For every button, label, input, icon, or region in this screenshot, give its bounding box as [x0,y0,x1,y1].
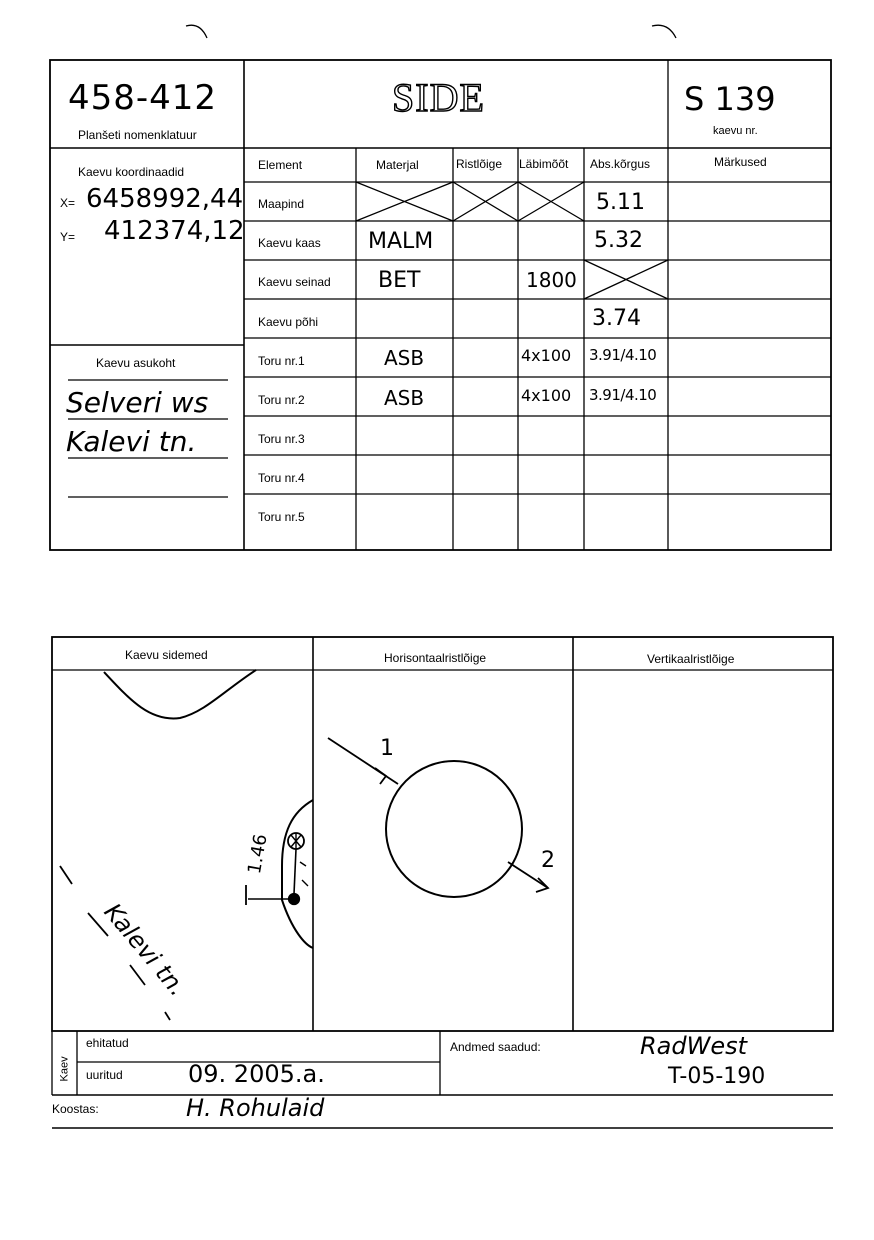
surveyed-date: 09. 2005.a. [188,1060,325,1088]
x-label: X= [60,196,76,210]
compiled-by-name: H. Rohulaid [186,1094,325,1122]
abs-height-value: 3.91/4.10 [589,346,657,364]
data-received-label: Andmed saadud: [450,1040,541,1054]
pipe-2-number: 2 [541,848,555,873]
section-horizontal: Horisontaalristlõige [384,651,487,665]
sketch-street-name: Kalevi tn. [98,898,192,1002]
header-materjal: Materjal [376,158,419,172]
diameter-value: 4x100 [521,346,572,365]
well-side-label: Kaev [58,1056,71,1082]
built-label: ehitatud [86,1036,129,1050]
row-label: Maapind [258,197,305,211]
sketch-height-label: 1.46 [244,832,272,876]
location-line-1: Selveri ws [66,386,209,419]
row-label: Toru nr.2 [258,393,305,407]
abs-height-value: 3.91/4.10 [589,386,657,404]
section-vertical: Vertikaalristlõige [647,652,735,666]
diameter-value: 4x100 [521,386,572,405]
nomenclature-value: 458-412 [68,78,218,118]
row-label: Kaevu põhi [258,315,319,329]
header-abs-korgus: Abs.kõrgus [590,157,651,171]
material-value: MALM [368,229,434,254]
coordinates-label: Kaevu koordinaadid [78,165,185,179]
data-received-signature: RadWest [640,1032,748,1060]
x-coordinate-value: 6458992,44 [86,184,244,214]
data-received-reference: T-05-190 [668,1064,766,1089]
y-label: Y= [60,230,76,244]
header-ristloige: Ristlõige [456,157,503,171]
well-number-label: kaevu nr. [713,125,758,137]
location-label: Kaevu asukoht [96,356,176,370]
abs-height-value: 5.11 [596,190,645,215]
punch-hole-right [652,25,676,38]
surveyed-label: uuritud [86,1068,123,1082]
location-line-2: Kalevi tn. [66,425,197,458]
pipe-1-number: 1 [380,736,394,761]
row-label: Kaevu seinad [258,275,331,289]
section-well-ties: Kaevu sidemed [125,648,208,662]
header-labimoot: Läbimõõt [519,157,569,171]
row-label: Toru nr.1 [258,354,305,368]
row-label: Toru nr.3 [258,432,305,446]
row-label: Kaevu kaas [258,236,321,250]
header-markused: Märkused [714,155,767,169]
abs-height-value: 3.74 [592,306,641,331]
diameter-value: 1800 [526,268,577,292]
material-value: ASB [384,346,425,370]
well-number-value: S 139 [684,80,776,118]
form-title: SIDE [392,75,485,120]
y-coordinate-value: 412374,12 [104,216,245,246]
row-label: Toru nr.5 [258,510,305,524]
material-value: ASB [384,386,425,410]
compiled-by-label: Koostas: [52,1102,99,1116]
nomenclature-label: Planšeti nomenklatuur [78,128,197,142]
row-label: Toru nr.4 [258,471,305,485]
material-value: BET [378,268,421,293]
abs-height-value: 5.32 [594,228,643,253]
header-element: Element [258,158,303,172]
punch-hole-left [186,25,207,38]
